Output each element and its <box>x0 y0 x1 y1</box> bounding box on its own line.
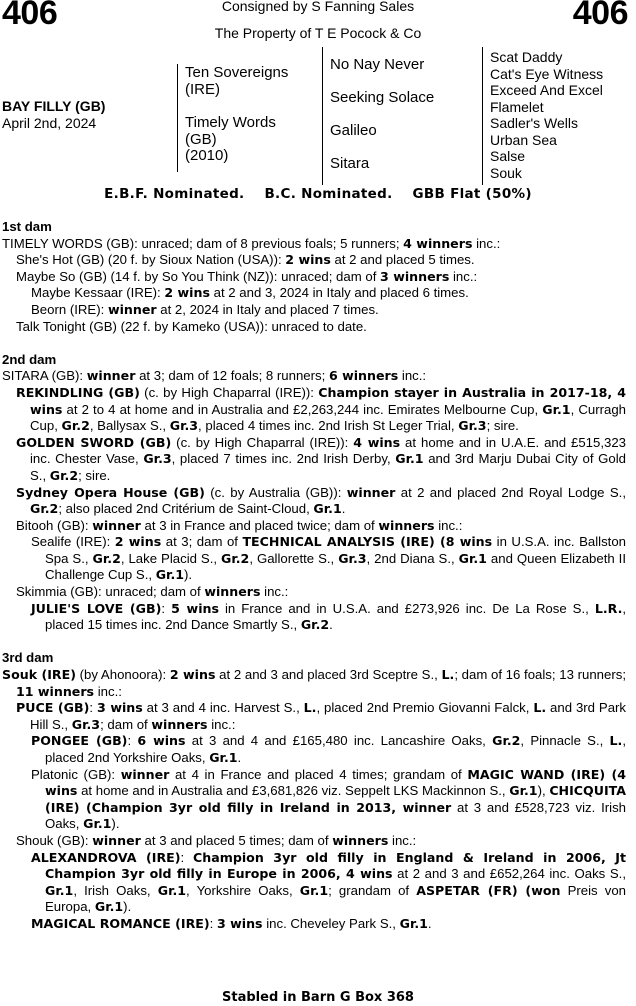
pedigree-bracket-2 <box>322 47 323 185</box>
produce-entry: MAGICAL ROMANCE (IRE): 3 wins inc. Cheveley Park S., Gr.1. <box>31 915 432 931</box>
first-dam-entry: TIMELY WORDS (GB): unraced; dam of 8 previous foals; 5 runners; 4 winners inc.: <box>2 235 501 251</box>
second-dam-entry: SITARA (GB): winner at 3; dam of 12 foals; 8 runners; 6 winners inc.: <box>2 368 427 384</box>
produce-entry: Beorn (IRE): winner at 2, 2024 in Italy and placed 7 times. <box>31 301 379 317</box>
produce-entry: Maybe Kessaar (IRE): 2 wins at 2 and 3, 2024 in Italy and placed 6 times. <box>31 285 469 301</box>
consignor: Consigned by S Fanning Sales <box>221 0 415 14</box>
pedigree-dam-dam: Sitara <box>330 155 370 172</box>
pedigree-third-generation: Scat Daddy Cat's Eye Witness Exceed And Excel Flamelet Sadler's Wells Urban Sea Salse Souk <box>490 49 604 181</box>
third-dam-entry: Souk (IRE) (by Ahonoora): 2 wins at 2 and 3 and placed 3rd Sceptre S., L.; dam of 16 foals; 13 runners; 11 winners inc.: <box>2 667 626 699</box>
produce-entry: JULIE'S LOVE (GB): 5 wins in France and in U.S.A. and £273,926 inc. De La Rose S., L.R., placed 15 times inc. 2nd Dance Smartly S., Gr.2. <box>31 600 627 633</box>
pedigree-bracket-1 <box>177 64 178 172</box>
section-heading-1st-dam: 1st dam <box>2 219 52 234</box>
produce-entry: PUCE (GB): 3 wins at 3 and 4 inc. Harvest S., L., placed 2nd Premio Giovanni Falck, L. and 3rd Park Hill S., Gr.3; dam of winners inc.: <box>16 700 627 732</box>
pedigree-dam-sire: Galileo <box>330 122 377 139</box>
produce-entry: Maybe So (GB) (14 f. by So You Think (NZ)): unraced; dam of 3 winners inc.: <box>16 268 478 284</box>
catalogue-body <box>2 219 626 933</box>
produce-entry: Skimmia (GB): unraced; dam of winners inc.: <box>16 584 289 600</box>
produce-entry: GOLDEN SWORD (GB) (c. by High Chaparral (IRE)): 4 wins at home and in U.A.E. and £515,323 inc. Chester Vase, Gr.3, placed 7 times inc. 2nd Irish Derby, Gr.1 and 3rd Marju Dubai City of Gold S., Gr.2; sire. <box>16 434 627 483</box>
horse-foaling-date: April 2nd, 2024 <box>2 115 97 131</box>
produce-entry: ALEXANDROVA (IRE): Champion 3yr old filly in England & Ireland in 2006, Jt Champion 3yr old filly in Europe in 2006, 4 wins at 2 and 3 and £652,264 inc. Oaks S., Gr.1, Irish Oaks, Gr.1, Yorkshire Oaks, Gr.1; grandam of ASPETAR (FR) (won Preis von Europa, Gr.1). <box>31 849 627 915</box>
pedigree-sire: Ten Sovereigns (IRE) <box>185 64 289 98</box>
produce-entry: Platonic (GB): winner at 4 in France and placed 4 times; grandam of MAGIC WAND (IRE) (4 wins at home and in Australia and £3,681,826 viz. Seppelt LKS Mackinnon S., Gr.1), CHICQUITA (IRE) (Champion 3yr old filly in Ireland in 2013, winner at 3 and £528,723 viz. Irish Oaks, Gr.1). <box>31 766 627 832</box>
lot-number-right: 406 <box>572 0 628 32</box>
property-owner: The Property of T E Pocock & Co <box>214 25 422 41</box>
pedigree-bracket-3 <box>482 47 483 185</box>
produce-entry: She's Hot (GB) (20 f. by Sioux Nation (USA)): 2 wins at 2 and placed 5 times. <box>16 252 475 268</box>
produce-entry: Bitooh (GB): winner at 3 in France and placed twice; dam of winners inc.: <box>16 517 463 533</box>
produce-entry: Sealife (IRE): 2 wins at 3; dam of TECHNICAL ANALYSIS (IRE) (8 wins in U.S.A. inc. Ballston Spa S., Gr.2, Lake Placid S., Gr.2, Gallorette S., Gr.3, 2nd Diana S., Gr.1 and Queen Elizabeth II Challenge Cup S., Gr.1). <box>31 534 627 583</box>
produce-entry: Shouk (GB): winner at 3 and placed 5 times; dam of winners inc.: <box>16 832 417 848</box>
lot-number-left: 406 <box>2 0 58 32</box>
pedigree-dam: Timely Words (GB) (2010) <box>185 114 276 164</box>
nominations-line: E.B.F. Nominated. B.C. Nominated. GBB Flat (50%) <box>104 186 532 202</box>
horse-name: BAY FILLY (GB) <box>2 98 106 114</box>
stabling-info: Stabled in Barn G Box 368 <box>222 990 414 1005</box>
pedigree-sire-dam: Seeking Solace <box>330 89 435 106</box>
produce-entry: Sydney Opera House (GB) (c. by Australia (GB)): winner at 2 and placed 2nd Royal Lodge S., Gr.2; also placed 2nd Critérium de Saint-Cloud, Gr.1. <box>16 484 626 517</box>
produce-entry: Talk Tonight (GB) (22 f. by Kameko (USA)): unraced to date. <box>16 318 367 334</box>
produce-entry: REKINDLING (GB) (c. by High Chaparral (IRE)): Champion stayer in Australia in 2017-18, 4 wins at 2 to 4 at home and in Australia and £2,263,244 inc. Emirates Melbourne Cup, Gr.1, Curragh Cup, Gr.2, Ballysax S., Gr.3, placed 4 times inc. 2nd Irish St Leger Trial, Gr.3; sire. <box>16 384 626 434</box>
pedigree-sire-sire: No Nay Never <box>330 56 425 73</box>
section-heading-2nd-dam: 2nd dam <box>2 351 57 367</box>
produce-entry: PONGEE (GB): 6 wins at 3 and 4 and £165,480 inc. Lancashire Oaks, Gr.2, Pinnacle S., L., placed 2nd Yorkshire Oaks, Gr.1. <box>31 733 627 765</box>
section-heading-3rd-dam: 3rd dam <box>2 650 54 666</box>
